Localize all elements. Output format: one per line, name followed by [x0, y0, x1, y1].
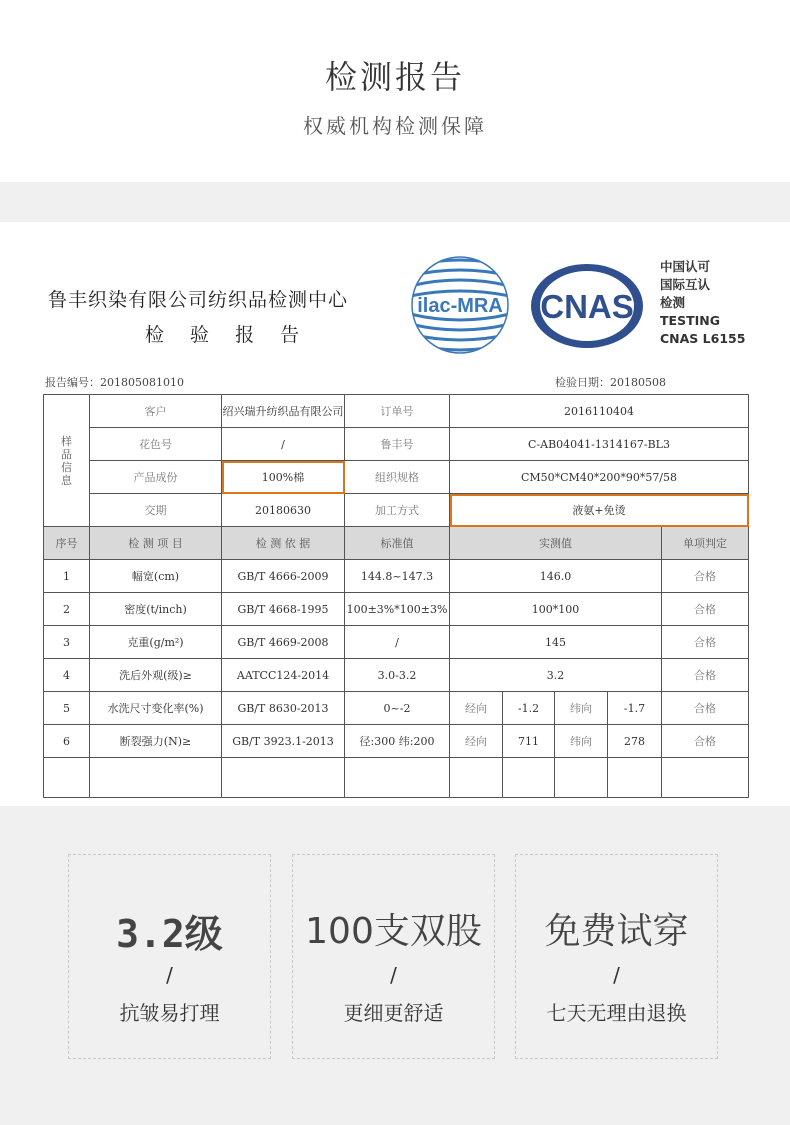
page-subtitle: 权威机构检测保障 — [303, 114, 487, 138]
feature-card: 3.2级 / 抗皱易打理 — [68, 854, 271, 1059]
sample-row: 产品成份 100%棉 组织规格 CM50*CM40*200*90*57/58 — [44, 461, 749, 494]
ilac-logo-text: ilac-MRA — [417, 295, 503, 317]
cnas-accreditation-text: 中国认可 国际互认 检测 TESTING CNAS L6155 — [660, 259, 746, 346]
doc-title: 检 验 报 告 — [145, 324, 310, 346]
feature-section — [0, 806, 790, 1125]
sample-row: 交期 20180630 加工方式 液氨+免烫 — [44, 494, 749, 527]
table-row-cut — [44, 758, 749, 798]
report-table — [43, 394, 749, 798]
sample-row: 样 品 信 息 客户 绍兴瑞升纺织品有限公司 订单号 2016110404 — [44, 395, 749, 428]
table-row: 5 水洗尺寸变化率(%) GB/T 8630-2013 0~-2 经向 -1.2 纬向 -1.7 合格 — [44, 692, 749, 725]
table-row: 1 幅宽(cm) GB/T 4666-2009 144.8~147.3 146.0 合格 — [44, 560, 749, 593]
feature-card: 免费试穿 / 七天无理由退换 — [515, 854, 718, 1059]
table-row: 2 密度(t/inch) GB/T 4668-1995 100±3%*100±3% 100*100 合格 — [44, 593, 749, 626]
org-name: 鲁丰织染有限公司纺织品检测中心 — [48, 289, 349, 311]
test-header-row: 序号 检 测 项 目 检 测 依 据 标准值 实测值 单项判定 — [44, 527, 749, 560]
page-title: 检测报告 — [324, 58, 465, 96]
sample-group-label: 样 品 信 息 — [44, 395, 90, 527]
table-row: 6 断裂强力(N)≥ GB/T 3923.1-2013 径:300 纬:200 经向 711 纬向 278 合格 — [44, 725, 749, 758]
divider-band — [0, 182, 790, 222]
cnas-logo-text: CNAS — [540, 288, 634, 325]
cnas-logo — [528, 262, 646, 350]
process-highlight: 液氨+免烫 — [450, 494, 749, 527]
composition-highlight: 100%棉 — [222, 461, 345, 494]
ilac-mra-logo — [410, 252, 510, 358]
sample-row: 花色号 / 鲁丰号 C-AB04041-1314167-BL3 — [44, 428, 749, 461]
page-header — [0, 0, 790, 182]
report-number: 报告编号：201805081010 — [45, 376, 184, 389]
table-row: 3 克重(g/m²) GB/T 4669-2008 / 145 合格 — [44, 626, 749, 659]
table-row: 4 洗后外观(级)≥ AATCC124-2014 3.0-3.2 3.2 合格 — [44, 659, 749, 692]
inspection-date: 检验日期：20180508 — [555, 376, 666, 389]
feature-card: 100支双股 / 更细更舒适 — [292, 854, 495, 1059]
